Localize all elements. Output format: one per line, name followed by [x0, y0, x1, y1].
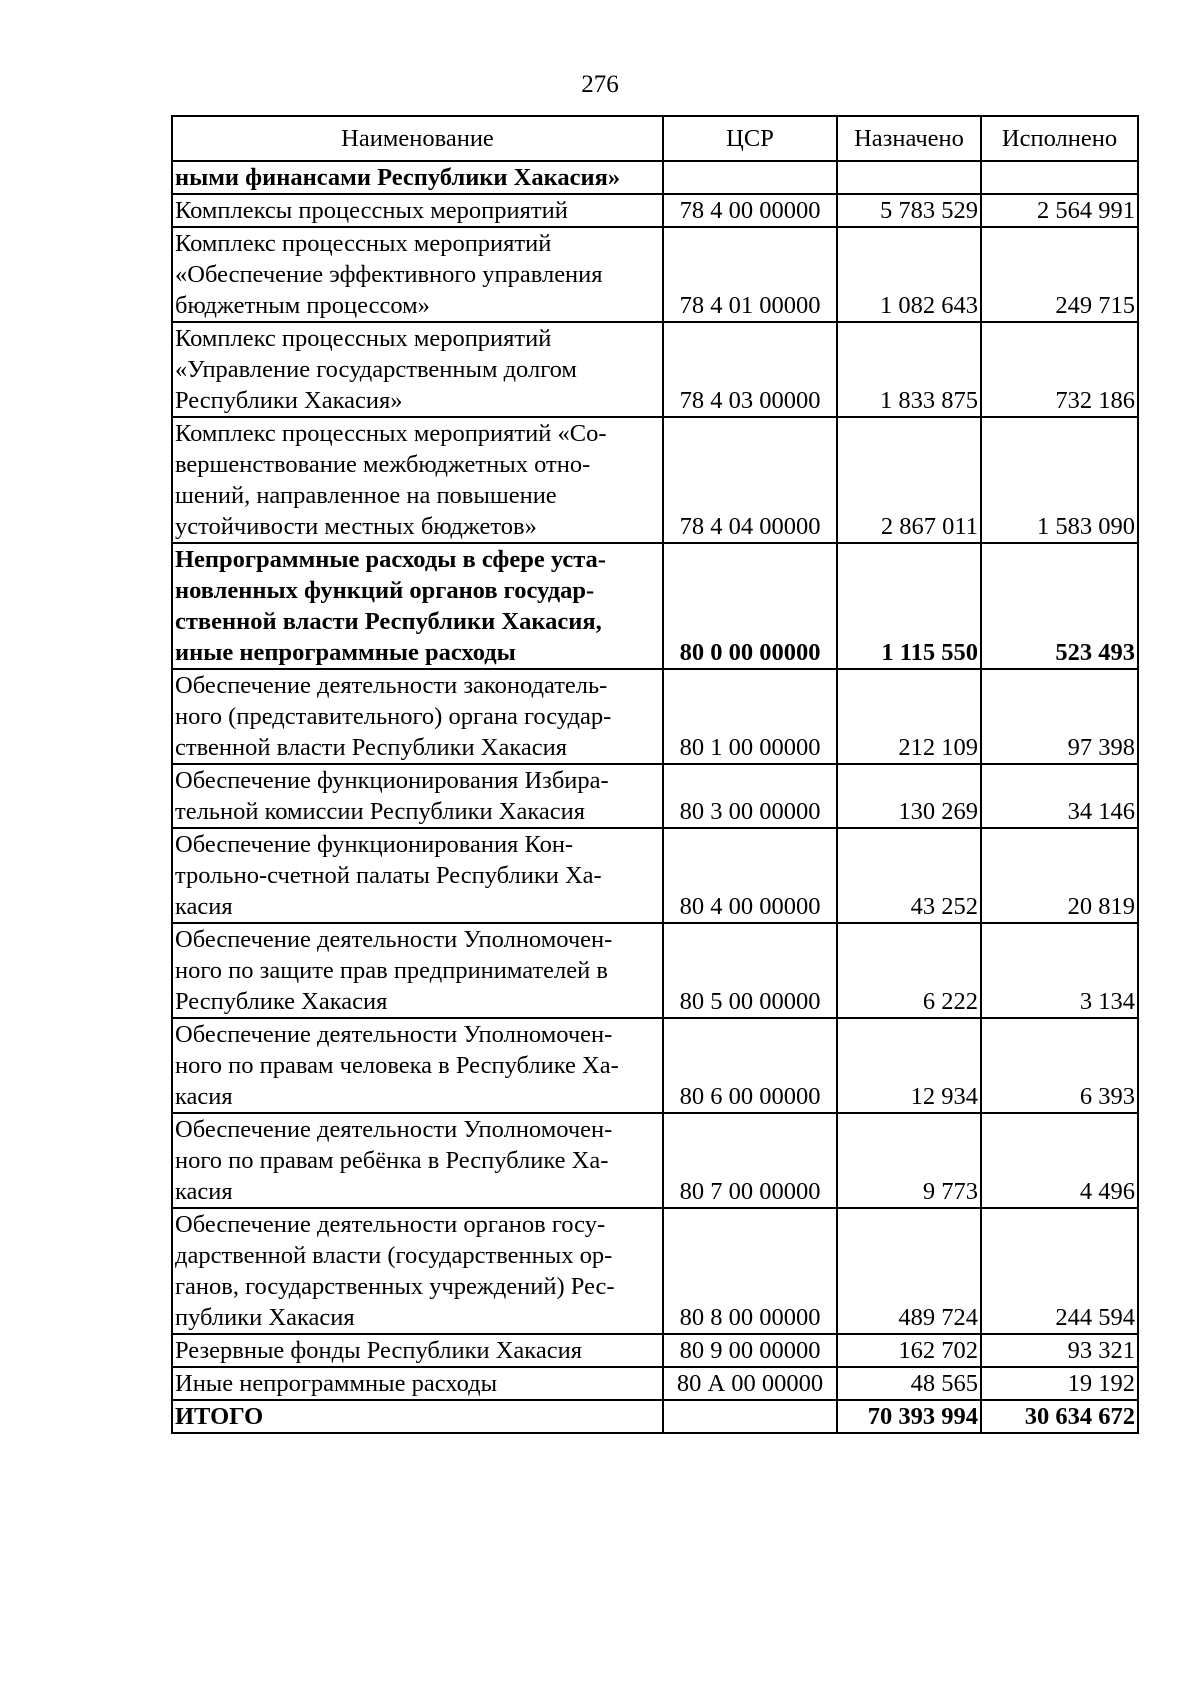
page-number: 276 [581, 71, 619, 98]
header-name: Наименование [172, 116, 663, 161]
row-name-cell [172, 1400, 663, 1433]
row-name-line: Республике Хакасия [175, 988, 388, 1015]
row-csr-cell: 80 5 00 00000 [663, 923, 837, 1018]
row-name-line: Комплекс процессных мероприятий «Со- [175, 420, 607, 447]
row-name-line: касия [175, 1083, 233, 1110]
row-csr-cell: 78 4 04 00000 [663, 417, 837, 543]
row-name-line: дарственной власти (государственных ор- [175, 1242, 613, 1269]
row-name-line: Обеспечение деятельности Уполномочен- [175, 1116, 613, 1143]
row-planned-cell [837, 161, 981, 194]
table-row [172, 1113, 1138, 1208]
row-name-line: Комплекс процессных мероприятий [175, 325, 552, 352]
row-name-line: устойчивости местных бюджетов» [175, 513, 537, 540]
row-name-line: Обеспечение функционирования Избира- [175, 767, 609, 794]
row-name-line: публики Хакасия [175, 1304, 355, 1331]
row-executed-cell: 3 134 [981, 923, 1138, 1018]
row-name-line: «Обеспечение эффективного управления [175, 261, 603, 288]
row-planned-cell: 162 702 [837, 1334, 981, 1367]
row-name-cell [172, 828, 663, 923]
table-header-row [172, 116, 1138, 161]
row-planned-cell: 1 115 550 [837, 543, 981, 669]
table-row [172, 543, 1138, 669]
row-executed-cell: 34 146 [981, 764, 1138, 828]
row-executed-cell: 249 715 [981, 227, 1138, 322]
row-name-line: Обеспечение функционирования Кон- [175, 831, 574, 858]
row-name-line: новленных функций органов государ- [175, 577, 595, 604]
row-name-cell [172, 1334, 663, 1367]
row-name-line: Обеспечение деятельности законодатель- [175, 672, 608, 699]
row-planned-cell: 70 393 994 [837, 1400, 981, 1433]
row-csr-cell: 80 4 00 00000 [663, 828, 837, 923]
row-name-line: Комплекс процессных мероприятий [175, 230, 552, 257]
row-csr-cell: 78 4 01 00000 [663, 227, 837, 322]
row-executed-cell: 1 583 090 [981, 417, 1138, 543]
row-name-line: ного по правам ребёнка в Республике Ха- [175, 1147, 609, 1174]
row-name-cell [172, 543, 663, 669]
row-name-line: Непрограммные расходы в сфере уста- [175, 546, 606, 573]
row-name-line: ИТОГО [175, 1403, 264, 1430]
table-row [172, 194, 1138, 227]
header-csr: ЦСР [663, 116, 837, 161]
row-executed-cell: 244 594 [981, 1208, 1138, 1334]
row-name-line: ного по правам человека в Республике Ха- [175, 1052, 619, 1079]
row-executed-cell: 93 321 [981, 1334, 1138, 1367]
row-name-line: касия [175, 893, 233, 920]
table-row [172, 417, 1138, 543]
table-row [172, 1334, 1138, 1367]
row-csr-cell: 80 3 00 00000 [663, 764, 837, 828]
row-name-line: Обеспечение деятельности Уполномочен- [175, 1021, 613, 1048]
row-csr-cell: 80 0 00 00000 [663, 543, 837, 669]
row-name-cell [172, 1113, 663, 1208]
row-executed-cell: 19 192 [981, 1367, 1138, 1400]
row-planned-cell: 489 724 [837, 1208, 981, 1334]
row-planned-cell: 1 833 875 [837, 322, 981, 417]
row-name-line: «Управление государственным долгом [175, 356, 577, 383]
row-executed-cell: 732 186 [981, 322, 1138, 417]
row-csr-cell: 80 9 00 00000 [663, 1334, 837, 1367]
row-name-line: вершенствование межбюджетных отно- [175, 451, 591, 478]
table-row [172, 923, 1138, 1018]
row-csr-cell [663, 1400, 837, 1433]
row-executed-cell: 20 819 [981, 828, 1138, 923]
row-planned-cell: 48 565 [837, 1367, 981, 1400]
row-name-line: Иные непрограммные расходы [175, 1370, 498, 1397]
row-planned-cell: 9 773 [837, 1113, 981, 1208]
table-row [172, 764, 1138, 828]
row-planned-cell: 43 252 [837, 828, 981, 923]
table-body [172, 161, 1138, 1433]
table-row [172, 1208, 1138, 1334]
row-planned-cell: 2 867 011 [837, 417, 981, 543]
row-name-line: ными финансами Республики Хакасия» [175, 164, 621, 191]
row-name-cell [172, 227, 663, 322]
header-planned: Назначено [837, 116, 981, 161]
table-row [172, 828, 1138, 923]
row-name-cell [172, 923, 663, 1018]
row-csr-cell: 80 6 00 00000 [663, 1018, 837, 1113]
row-planned-cell: 130 269 [837, 764, 981, 828]
row-name-cell [172, 322, 663, 417]
row-csr-cell: 80 А 00 00000 [663, 1367, 837, 1400]
row-name-line: ственной власти Республики Хакасия, [175, 608, 602, 635]
row-name-cell [172, 1367, 663, 1400]
row-csr-cell: 80 7 00 00000 [663, 1113, 837, 1208]
row-csr-cell: 78 4 00 00000 [663, 194, 837, 227]
row-executed-cell: 97 398 [981, 669, 1138, 764]
table-row [172, 1367, 1138, 1400]
row-executed-cell: 523 493 [981, 543, 1138, 669]
row-name-line: Обеспечение деятельности органов госу- [175, 1211, 606, 1238]
row-name-line: ганов, государственных учреждений) Рес- [175, 1273, 615, 1300]
row-name-cell [172, 1208, 663, 1334]
row-name-line: тельной комиссии Республики Хакасия [175, 798, 585, 825]
table-row [172, 161, 1138, 194]
row-planned-cell: 1 082 643 [837, 227, 981, 322]
row-name-cell [172, 194, 663, 227]
row-executed-cell [981, 161, 1138, 194]
row-executed-cell: 4 496 [981, 1113, 1138, 1208]
row-name-line: бюджетным процессом» [175, 292, 430, 319]
row-name-cell [172, 1018, 663, 1113]
row-name-line: шений, направленное на повышение [175, 482, 557, 509]
row-csr-cell: 78 4 03 00000 [663, 322, 837, 417]
header-executed: Исполнено [981, 116, 1138, 161]
row-planned-cell: 212 109 [837, 669, 981, 764]
row-csr-cell: 80 8 00 00000 [663, 1208, 837, 1334]
budget-table [171, 115, 1139, 1434]
table-row [172, 1018, 1138, 1113]
row-name-line: Республики Хакасия» [175, 387, 403, 414]
row-name-cell [172, 669, 663, 764]
table-row [172, 322, 1138, 417]
table-row [172, 669, 1138, 764]
row-name-line: ного по защите прав предпринимателей в [175, 957, 608, 984]
row-executed-cell: 30 634 672 [981, 1400, 1138, 1433]
row-name-line: Обеспечение деятельности Уполномочен- [175, 926, 613, 953]
row-csr-cell: 80 1 00 00000 [663, 669, 837, 764]
row-name-cell [172, 764, 663, 828]
row-name-line: Комплексы процессных мероприятий [175, 197, 568, 224]
table-row [172, 227, 1138, 322]
row-planned-cell: 6 222 [837, 923, 981, 1018]
row-name-line: Резервные фонды Республики Хакасия [175, 1337, 582, 1364]
row-executed-cell: 6 393 [981, 1018, 1138, 1113]
row-name-line: касия [175, 1178, 233, 1205]
row-name-line: ного (представительного) органа государ- [175, 703, 612, 730]
row-planned-cell: 12 934 [837, 1018, 981, 1113]
row-name-cell [172, 161, 663, 194]
row-name-line: трольно-счетной палаты Республики Ха- [175, 862, 602, 889]
row-name-line: ственной власти Республики Хакасия [175, 734, 568, 761]
row-name-cell [172, 417, 663, 543]
table-row [172, 1400, 1138, 1433]
row-executed-cell: 2 564 991 [981, 194, 1138, 227]
row-name-line: иные непрограммные расходы [175, 639, 516, 666]
row-planned-cell: 5 783 529 [837, 194, 981, 227]
row-csr-cell [663, 161, 837, 194]
